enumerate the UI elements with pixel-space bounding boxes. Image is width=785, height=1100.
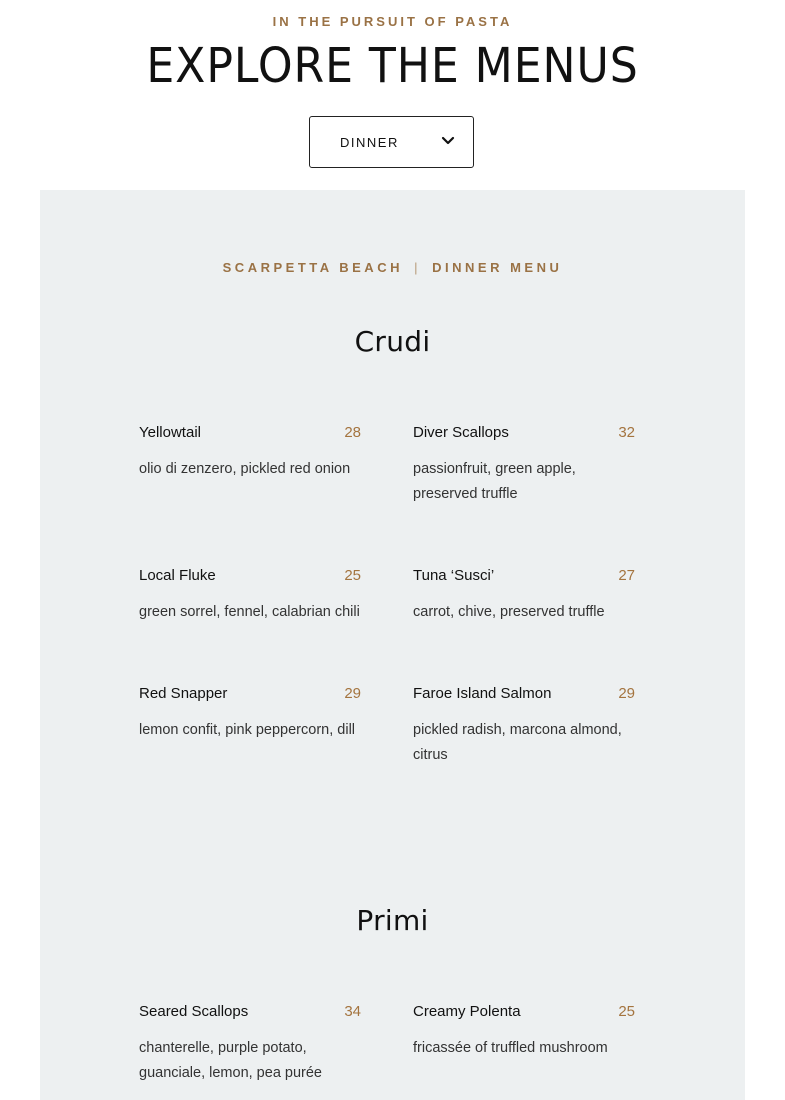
menu-location: SCARPETTA BEACH <box>222 260 403 275</box>
item-name: Tuna ‘Susci’ <box>413 567 495 584</box>
item-name: Diver Scallops <box>413 424 509 441</box>
item-description: passionfruit, green apple, preserved truffle <box>413 461 576 502</box>
item-description: chanterelle, purple potato, guanciale, lemon, pea purée <box>139 1040 322 1081</box>
item-name: Local Fluke <box>139 567 216 584</box>
menu-panel <box>40 190 745 1100</box>
menu-type-dropdown[interactable] <box>309 116 474 168</box>
section-title-crudi: Crudi <box>354 325 431 358</box>
item-description: fricassée of truffled mushroom <box>413 1040 608 1056</box>
item-name: Creamy Polenta <box>413 1003 521 1020</box>
section-title-primi: Primi <box>356 904 429 937</box>
item-price: 25 <box>618 1003 635 1020</box>
item-description: green sorrel, fennel, calabrian chili <box>139 604 360 620</box>
page-title: EXPLORE THE MENUS <box>146 38 639 94</box>
item-description: lemon confit, pink peppercorn, dill <box>139 722 356 738</box>
menu-name: DINNER MENU <box>432 260 563 275</box>
item-price: 28 <box>344 424 361 441</box>
item-price: 32 <box>618 424 635 441</box>
menu-heading <box>40 260 745 275</box>
item-name: Yellowtail <box>139 424 201 441</box>
item-description: pickled radish, marcona almond, citrus <box>413 722 622 763</box>
item-name: Red Snapper <box>139 685 228 702</box>
item-price: 27 <box>618 567 635 584</box>
chevron-down-icon <box>441 134 455 148</box>
item-name: Seared Scallops <box>139 1003 249 1020</box>
eyebrow-tagline: IN THE PURSUIT OF PASTA <box>272 14 513 29</box>
menu-heading-separator: | <box>414 260 421 275</box>
item-name: Faroe Island Salmon <box>413 685 552 702</box>
item-price: 25 <box>344 567 361 584</box>
item-description: olio di zenzero, pickled red onion <box>139 461 351 477</box>
item-price: 29 <box>344 685 361 702</box>
item-description: carrot, chive, preserved truffle <box>413 604 605 620</box>
item-price: 34 <box>344 1003 361 1020</box>
item-price: 29 <box>618 685 635 702</box>
dropdown-selected-value: DINNER <box>340 135 399 150</box>
